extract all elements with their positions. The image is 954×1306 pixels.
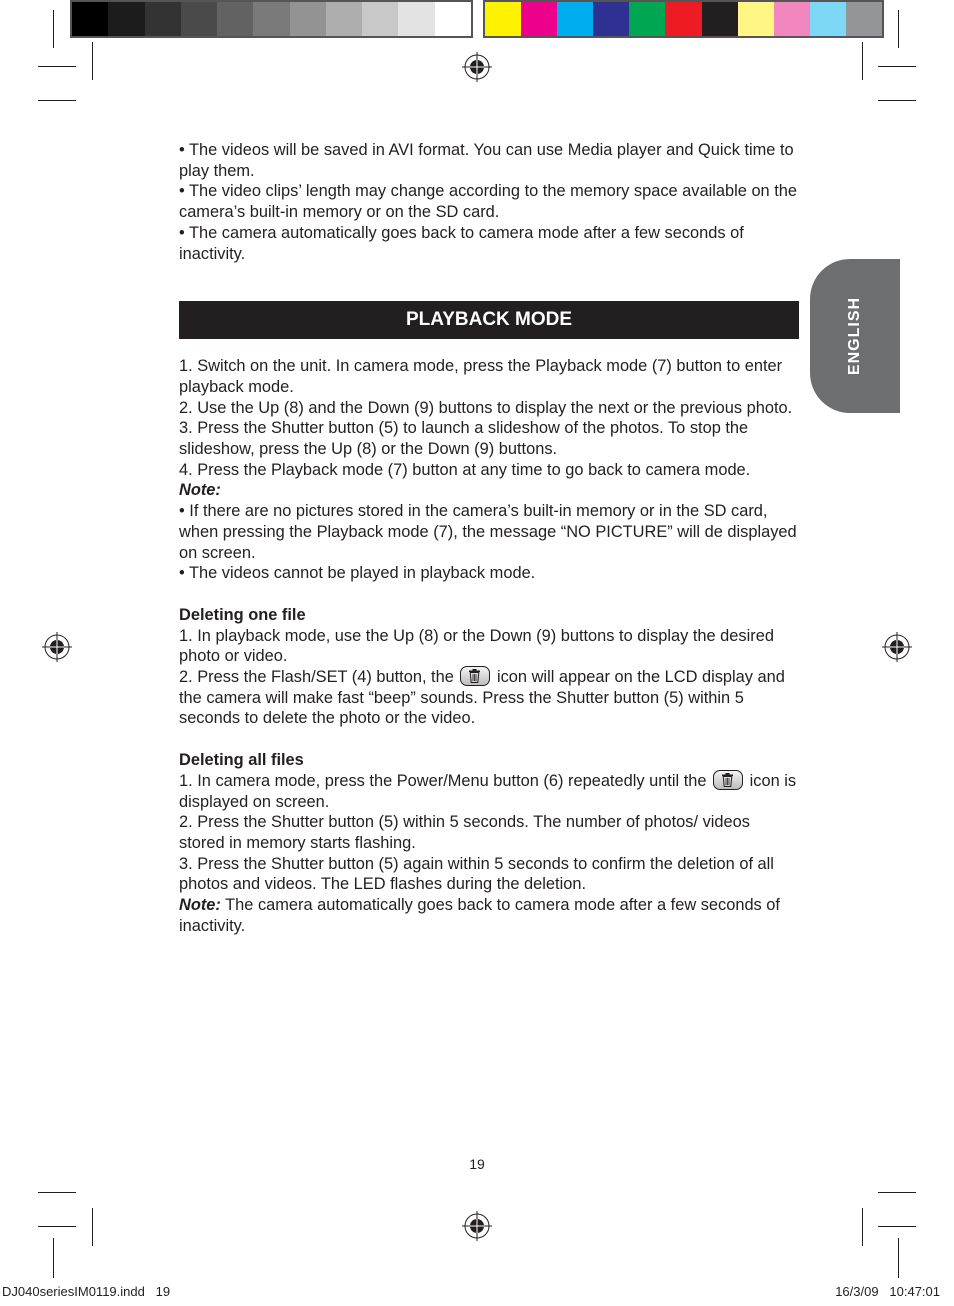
intro-bullet: • The videos will be saved in AVI format. You can use Media player and Quick time to play them. <box>179 141 794 180</box>
color-swatch <box>290 2 326 36</box>
color-swatch <box>398 2 434 36</box>
trash-can-icon <box>713 770 743 790</box>
delete-one-section <box>179 605 799 729</box>
color-swatch <box>738 2 774 36</box>
color-swatch <box>326 2 362 36</box>
page-content <box>179 140 799 937</box>
delete-one-step <box>179 667 799 729</box>
registration-mark-icon <box>462 52 492 82</box>
playback-note: • If there are no pictures stored in the camera’s built-in memory or in the SD card, when pressing the Playback mode (7), the message “NO PICTURE” will de displayed on screen. <box>179 502 797 562</box>
playback-step: 2. Use the Up (8) and the Down (9) buttons to display the next or the previous photo. <box>179 398 793 417</box>
registration-mark-icon <box>882 632 912 662</box>
color-swatch <box>521 2 557 36</box>
color-swatch <box>846 2 882 36</box>
footer-timestamp: 16/3/09 10:47:01 <box>835 1284 940 1299</box>
grayscale-color-bar <box>70 0 473 38</box>
trash-can-icon <box>460 666 490 686</box>
delete-one-step: 1. In playback mode, use the Up (8) or the Down (9) buttons to display the desired photo or video. <box>179 626 774 666</box>
delete-all-step1-text: 1. In camera mode, press the Power/Menu button (6) repeatedly until the <box>179 771 707 790</box>
delete-all-step1-text: icon is displayed on screen. <box>179 771 797 811</box>
language-tab <box>810 259 900 413</box>
process-color-bar <box>483 0 884 38</box>
language-tab-label: ENGLISH <box>846 296 863 376</box>
color-swatch <box>557 2 593 36</box>
color-swatch <box>108 2 144 36</box>
delete-all-section <box>179 750 799 936</box>
color-swatch <box>810 2 846 36</box>
color-swatch <box>362 2 398 36</box>
intro-bullets <box>179 140 799 264</box>
color-swatch <box>72 2 108 36</box>
delete-all-step: 3. Press the Shutter button (5) again within 5 seconds to confirm the deletion of all photos and videos. The LED flashes during the deletion. <box>179 854 774 894</box>
color-swatch <box>181 2 217 36</box>
playback-step: 3. Press the Shutter button (5) to launch a slideshow of the photos. To stop the slideshow, press the Up (8) or the Down (9) buttons. <box>179 419 749 459</box>
delete-all-note-text: The camera automatically goes back to camera mode after a few seconds of inactivity. <box>179 896 780 935</box>
color-swatch <box>629 2 665 36</box>
delete-one-heading: Deleting one file <box>179 605 306 624</box>
registration-mark-icon <box>462 1211 492 1241</box>
color-swatch <box>774 2 810 36</box>
color-swatch <box>593 2 629 36</box>
note-label: Note: <box>179 481 221 500</box>
delete-all-step <box>179 771 799 812</box>
color-swatch <box>665 2 701 36</box>
playback-step: 1. Switch on the unit. In camera mode, press the Playback mode (7) button to enter playback mode. <box>179 357 783 396</box>
delete-all-note <box>179 895 799 936</box>
footer-file-name: DJ040seriesIM0119.indd 19 <box>2 1284 171 1299</box>
color-swatch <box>702 2 738 36</box>
color-swatch <box>435 2 471 36</box>
delete-all-heading: Deleting all files <box>179 751 304 770</box>
color-swatch <box>253 2 289 36</box>
intro-bullet: • The camera automatically goes back to camera mode after a few seconds of inactivity. <box>179 223 744 263</box>
playback-steps <box>179 356 799 584</box>
registration-mark-icon <box>42 632 72 662</box>
delete-all-step: 2. Press the Shutter button (5) within 5 seconds. The number of photos/ videos stored in memory starts flashing. <box>179 813 750 852</box>
intro-bullet: • The video clips’ length may change according to the memory space available on the camera’s built-in memory or on the SD card. <box>179 182 798 222</box>
playback-note: • The videos cannot be played in playback mode. <box>179 564 536 583</box>
color-swatch <box>217 2 253 36</box>
playback-step: 4. Press the Playback mode (7) button at any time to go back to camera mode. <box>179 460 751 479</box>
playback-mode-heading: PLAYBACK MODE <box>179 301 799 339</box>
note-label: Note: <box>179 896 221 915</box>
page-number: 19 <box>469 1156 485 1172</box>
delete-one-step2-text: 2. Press the Flash/SET (4) button, the <box>179 668 454 687</box>
color-swatch <box>145 2 181 36</box>
color-swatch <box>485 2 521 36</box>
delete-one-step2-text: icon will appear on the LCD display and the camera will make fast “beep” sounds. Press the Shutter button (5) within 5 seconds to delete the photo or the video. <box>179 668 785 728</box>
